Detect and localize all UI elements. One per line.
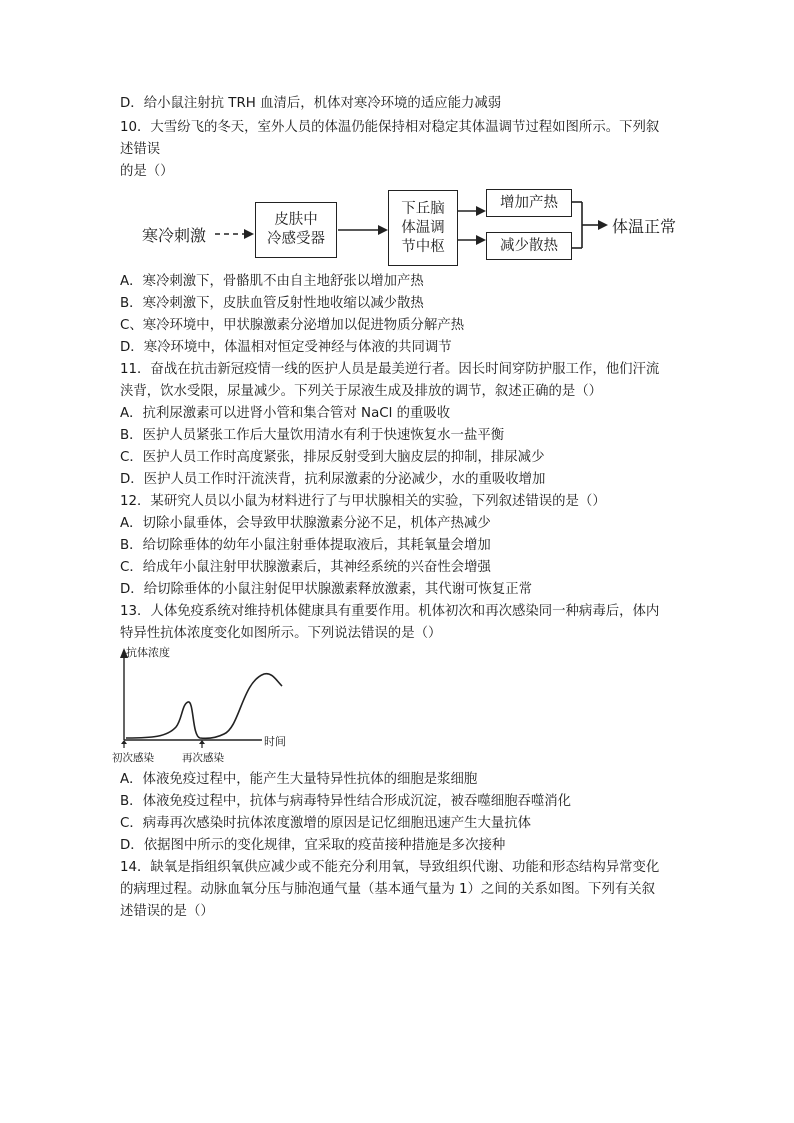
text-line: D．依据图中所示的变化规律，宜采取的疫苗接种措施是多次接种	[120, 838, 506, 853]
text-line: 特异性抗体浓度变化如图所示。下列说法错误的是（）	[120, 626, 442, 641]
text-line: 述错误的是（）	[120, 904, 214, 919]
center-line: 下丘脑	[401, 200, 445, 217]
second-infection-label: 再次感染	[182, 752, 224, 764]
text-line: A．抗利尿激素可以进肾小管和集合管对 NaCl 的重吸收	[120, 406, 451, 421]
text-line: D．寒冷环境中，体温相对恒定受神经与体液的共同调节	[120, 340, 452, 355]
center-line: 节中枢	[401, 238, 445, 255]
diagram-stimulus: 寒冷刺激	[142, 226, 207, 245]
effect-box-heat-production: 增加产热	[486, 189, 572, 217]
receptor-line: 冷感受器	[267, 231, 325, 247]
text-line: C．给成年小鼠注射甲状腺激素后，其神经系统的兴奋性会增强	[120, 560, 491, 575]
text-line: 11．奋战在抗击新冠疫情一线的医护人员是最美逆行者。因长时间穿防护服工作，他们汗流	[120, 362, 660, 377]
receptor-box	[255, 202, 337, 258]
text-line: 述错误	[120, 142, 161, 157]
antibody-chart	[112, 642, 302, 767]
x-axis-label: 时间	[264, 735, 286, 748]
antibody-curve	[126, 674, 282, 739]
center-box	[388, 190, 458, 266]
center-line: 体温调	[401, 219, 445, 236]
text-line: 浃背，饮水受限，尿量减少。下列关于尿液生成及排放的调节，叙述正确的是（）	[120, 384, 603, 399]
text-line: 的是（）	[120, 164, 174, 179]
text-line: C．病毒再次感染时抗体浓度激增的原因是记忆细胞迅速产生大量抗体	[120, 816, 532, 831]
text-line: 14．缺氧是指组织氧供应减少或不能充分利用氧，导致组织代谢、功能和形态结构异常变化	[120, 860, 660, 875]
text-line: D．给切除垂体的小鼠注射促甲状腺激素释放激素，其代谢可恢复正常	[120, 582, 533, 597]
text-line: A．切除小鼠垂体，会导致甲状腺激素分泌不足，机体产热减少	[120, 516, 491, 531]
effect-box-heat-loss: 减少散热	[486, 232, 572, 260]
receptor-line: 皮肤中	[274, 212, 318, 228]
y-axis-label: 抗体浓度	[126, 646, 170, 659]
text-line: 的病理过程。动脉血氧分压与肺泡通气量（基本通气量为 1）之间的关系如图。下列有关叙	[120, 882, 656, 897]
text-line: 10．大雪纷飞的冬天，室外人员的体温仍能保持相对稳定其体温调节过程如图所示。下列叙	[120, 120, 660, 135]
thermoregulation-diagram	[120, 180, 700, 272]
text-line: B．寒冷刺激下，皮肤血管反射性地收缩以减少散热	[120, 296, 424, 311]
text-line: B．体液免疫过程中，抗体与病毒特异性结合形成沉淀，被吞噬细胞吞噬消化	[120, 794, 572, 809]
text-line: D．给小鼠注射抗 TRH 血清后，机体对寒冷环境的适应能力减弱	[120, 96, 502, 111]
text-line: B．给切除垂体的幼年小鼠注射垂体提取液后，其耗氧量会增加	[120, 538, 491, 553]
diagram-result: 体温正常	[612, 217, 677, 236]
text-line: A．寒冷刺激下，骨骼肌不由自主地舒张以增加产热	[120, 274, 424, 289]
text-line: D．医护人员工作时汗流浃背，抗利尿激素的分泌减少，水的重吸收增加	[120, 472, 546, 487]
text-line: C、寒冷环境中，甲状腺激素分泌增加以促进物质分解产热	[120, 318, 465, 333]
first-infection-label: 初次感染	[112, 752, 154, 764]
text-line: 12．某研究人员以小鼠为材料进行了与甲状腺相关的实验，下列叙述错误的是（）	[120, 494, 606, 509]
text-line: A．体液免疫过程中，能产生大量特异性抗体的细胞是浆细胞	[120, 772, 478, 787]
text-line: C．医护人员工作时高度紧张，排尿反射受到大脑皮层的抑制，排尿减少	[120, 450, 545, 465]
text-line: 13．人体免疫系统对维持机体健康具有重要作用。机体初次和再次感染同一种病毒后，体内	[120, 604, 660, 619]
text-line: B．医护人员紧张工作后大量饮用清水有利于快速恢复水一盐平衡	[120, 428, 505, 443]
